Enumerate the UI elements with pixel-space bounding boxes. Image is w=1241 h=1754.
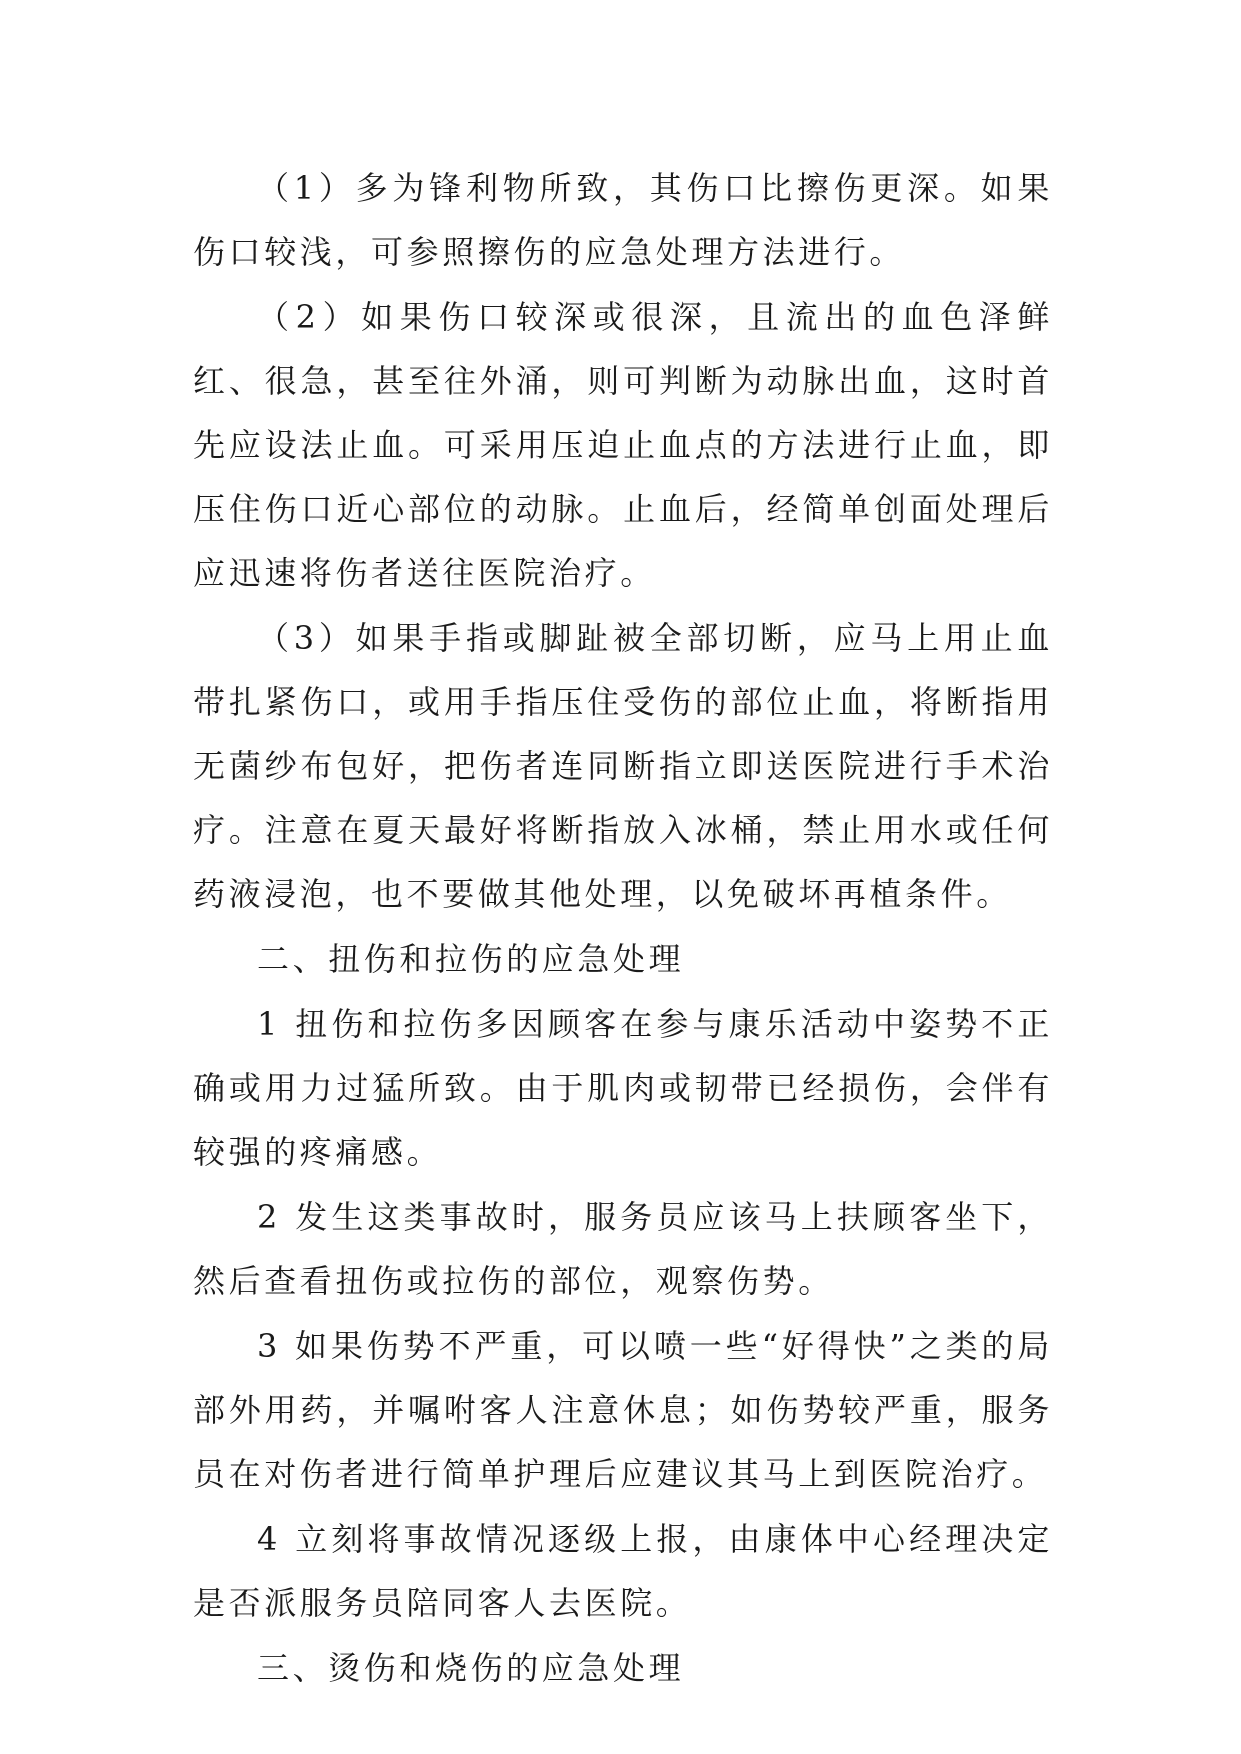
paragraph-sprain-4: 4 立刻将事故情况逐级上报，由康体中心经理决定是否派服务员陪同客人去医院。: [193, 1520, 1053, 1622]
section-heading-burn: 三、烫伤和烧伤的应急处理: [257, 1649, 685, 1687]
section-heading-sprain: 二、扭伤和拉伤的应急处理: [257, 940, 685, 978]
paragraph-sprain-1: 1 扭伤和拉伤多因顾客在参与康乐活动中姿势不正确或用力过猛所致。由于肌肉或韧带已经损伤，会伴有较强的疼痛感。: [193, 1005, 1053, 1171]
paragraph-cut-wound-3: （3）如果手指或脚趾被全部切断，应马上用止血带扎紧伤口，或用手指压住受伤的部位止血，将断指用无菌纱布包好，把伤者连同断指立即送医院进行手术治疗。注意在夏天最好将断指放入冰桶，禁止用水或任何药液浸泡，也不要做其他处理，以免破坏再植条件。: [193, 619, 1053, 913]
paragraph-cut-wound-1: （1）多为锋利物所致，其伤口比擦伤更深。如果伤口较浅，可参照擦伤的应急处理方法进行。: [193, 169, 1053, 271]
document-body: [193, 156, 1053, 1701]
paragraph-sprain-3: 3 如果伤势不严重，可以喷一些“好得快”之类的局部外用药，并嘱咐客人注意休息；如伤势较严重，服务员在对伤者进行简单护理后应建议其马上到医院治疗。: [193, 1327, 1053, 1493]
paragraph-cut-wound-2: （2）如果伤口较深或很深，且流出的血色泽鲜红、很急，甚至往外涌，则可判断为动脉出血，这时首先应设法止血。可采用压迫止血点的方法进行止血，即压住伤口近心部位的动脉。止血后，经简单创面处理后应迅速将伤者送往医院治疗。: [193, 298, 1053, 592]
paragraph-sprain-2: 2 发生这类事故时，服务员应该马上扶顾客坐下，然后查看扭伤或拉伤的部位，观察伤势。: [193, 1198, 1053, 1300]
